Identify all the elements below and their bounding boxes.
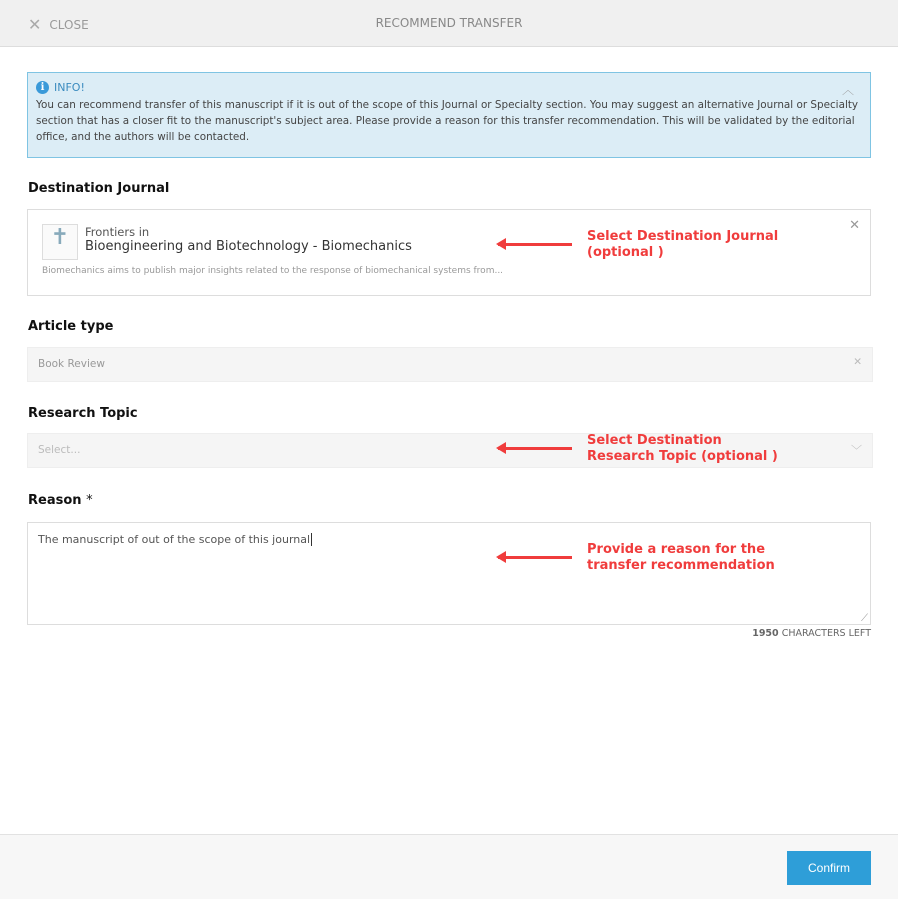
article-type-label: Article type <box>28 319 114 334</box>
confirm-button[interactable]: Confirm <box>787 851 871 885</box>
info-title: INFO! <box>54 81 85 94</box>
reason-value: The manuscript of out of the scope of this journal <box>38 533 311 546</box>
required-marker: * <box>86 493 93 508</box>
resize-handle-icon[interactable]: ⟋ <box>861 613 868 624</box>
research-topic-placeholder: Select... <box>38 444 81 456</box>
modal-title: RECOMMEND TRANSFER <box>375 16 523 30</box>
annotation-topic <box>587 433 778 465</box>
annotation-arrow <box>498 447 572 450</box>
chars-left-label: CHARACTERS LEFT <box>781 628 871 639</box>
close-label: CLOSE <box>49 17 89 32</box>
journal-description: Biomechanics aims to publish major insights related to the response of biomechanical systems from... <box>42 266 504 276</box>
collapse-chevron-icon[interactable]: ︿ <box>841 83 854 97</box>
reason-label-text: Reason <box>28 493 82 508</box>
annotation-line: Select Destination <box>587 433 722 448</box>
annotation-arrow <box>498 243 572 246</box>
article-type-value: Book Review <box>38 358 105 370</box>
annotation-line: Provide a reason for the <box>587 542 766 557</box>
clear-article-type-icon[interactable]: ✕ <box>853 356 862 368</box>
characters-left <box>752 628 871 639</box>
annotation-arrow <box>498 556 572 559</box>
chevron-down-icon: ﹀ <box>851 444 862 457</box>
annotation-journal <box>587 229 778 261</box>
close-icon: ✕ <box>28 15 42 34</box>
modal-footer <box>0 834 898 899</box>
annotation-line: (optional ) <box>587 245 664 260</box>
info-text: You can recommend transfer of this manuscript if it is out of the scope of this Journal or Specialty section. You may suggest an alternative Journal or Specialty section that has a closer fit to the manuscript's subject area. Please provide a reason for this transfer recommendation. This will be validated by the editorial office, and the authors will be contacted. <box>36 99 859 143</box>
article-type-select[interactable] <box>27 347 873 382</box>
reason-label <box>28 493 93 508</box>
research-topic-label: Research Topic <box>28 406 138 421</box>
journal-prefix: Frontiers in <box>85 225 150 239</box>
chars-left-count: 1950 <box>752 628 779 639</box>
destination-journal-label: Destination Journal <box>28 181 170 196</box>
info-panel <box>27 72 871 158</box>
annotation-reason <box>587 542 775 574</box>
clear-journal-icon[interactable]: ✕ <box>849 218 860 233</box>
journal-thumbnail: ✝ <box>42 224 78 260</box>
annotation-line: Select Destination Journal <box>587 229 779 244</box>
annotation-line: transfer recommendation <box>587 558 775 573</box>
journal-name: Bioengineering and Biotechnology - Biomechanics <box>85 239 412 254</box>
info-icon: i <box>36 81 49 94</box>
annotation-line: Research Topic (optional ) <box>587 449 778 464</box>
